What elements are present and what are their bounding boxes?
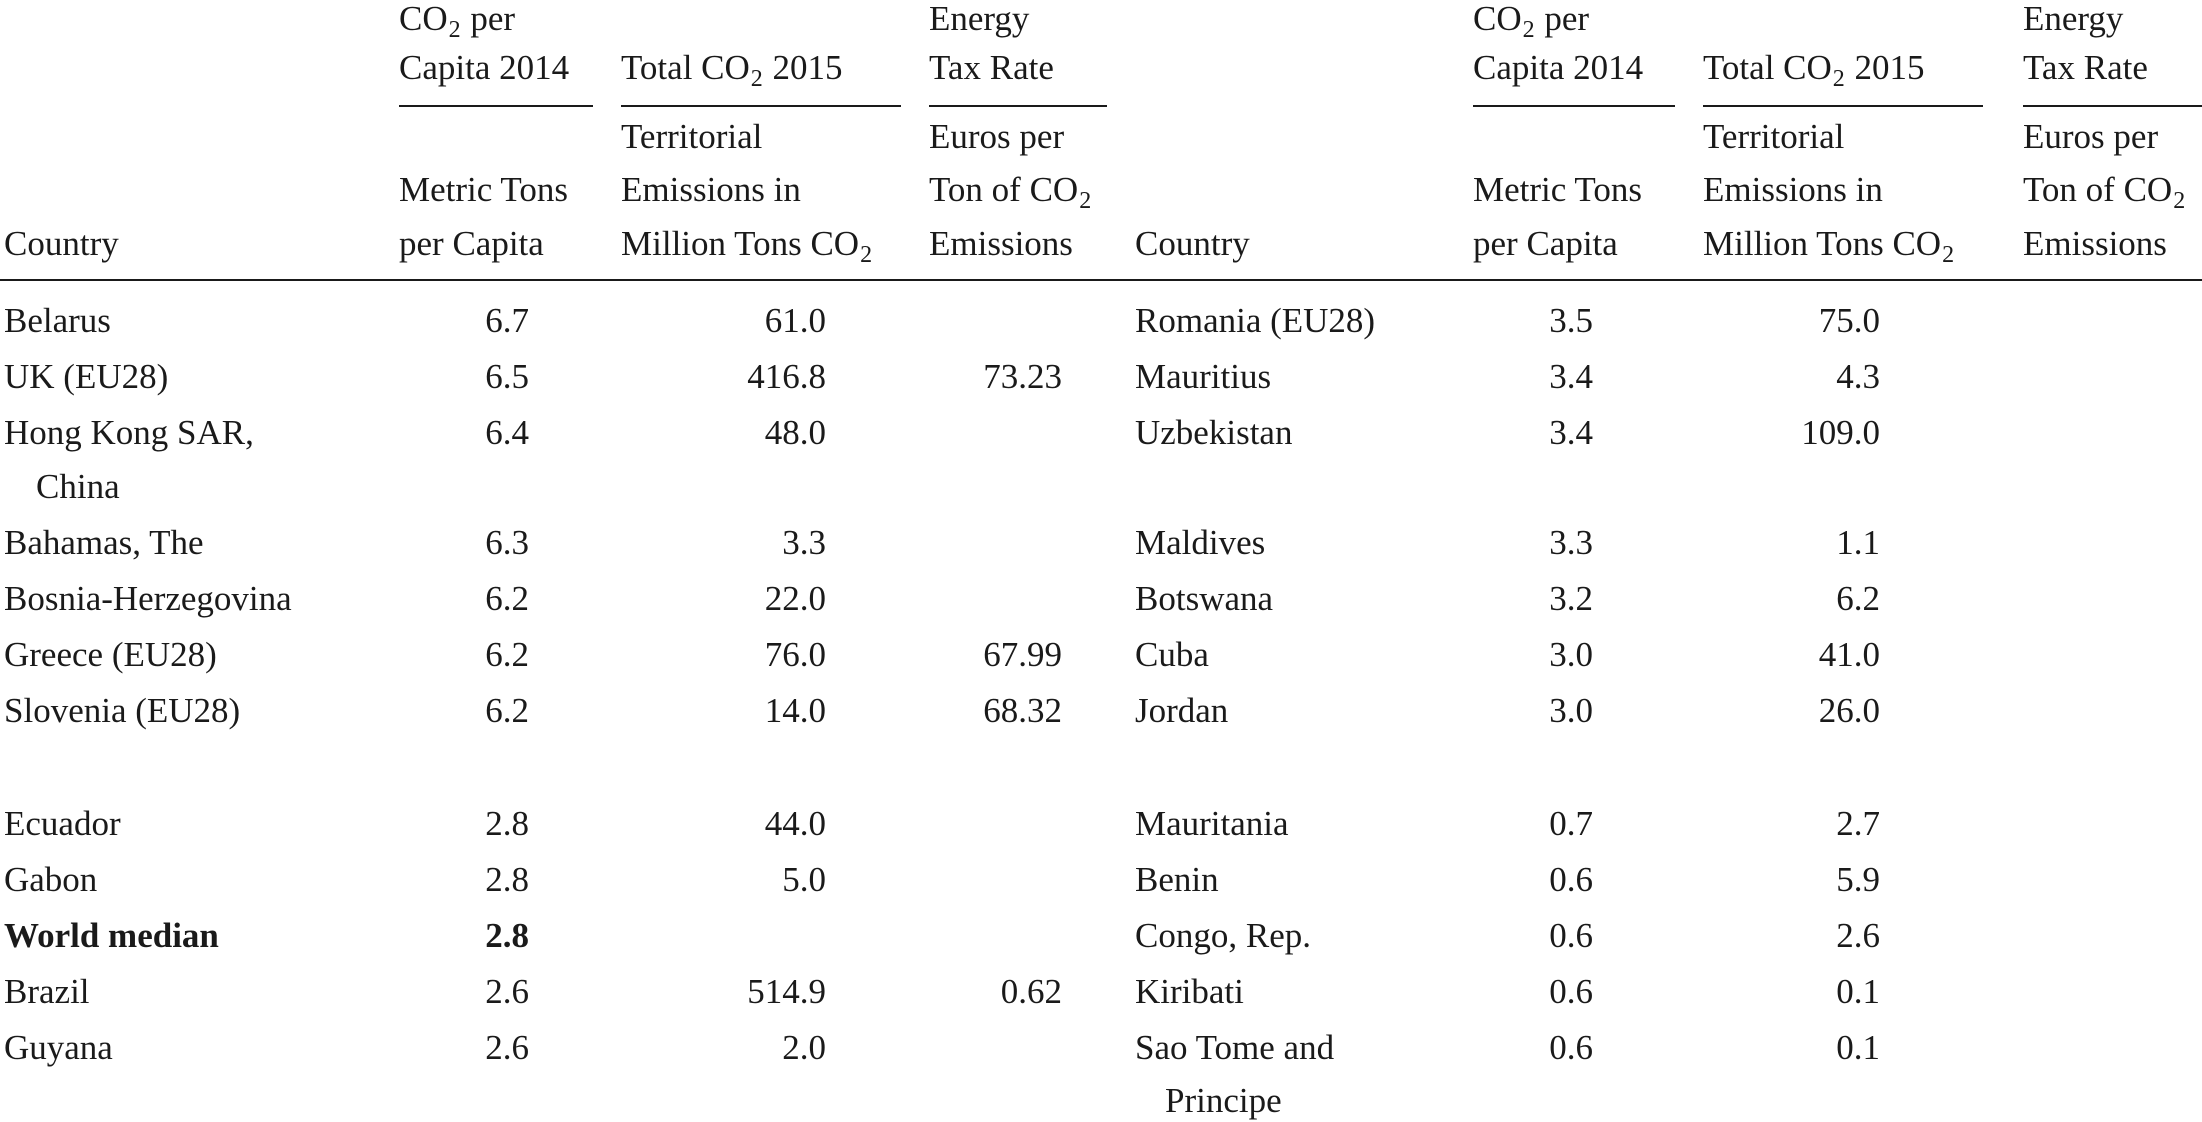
right-header-total-co2: Total $CO_2$ 2015 xyxy=(1703,48,1925,92)
right-row-country: Jordan xyxy=(1135,691,1229,730)
left-row-co2: 2.8 xyxy=(485,860,529,899)
right-header-co2-capita-unit1: Metric Tons xyxy=(1473,170,1642,209)
right-header-energy-tax-unit3: Emissions xyxy=(2023,224,2167,263)
left-header-energy-tax-unit2: Ton of $CO_2$ xyxy=(929,170,1092,214)
right-header-energy-tax-unit1: Euros per xyxy=(2023,117,2159,156)
right-row-total: 1.1 xyxy=(1836,523,1880,562)
left-row-country: Gabon xyxy=(4,860,98,899)
world-median-co2: 2.8 xyxy=(485,916,529,955)
right-row-total: 6.2 xyxy=(1836,579,1880,618)
right-header-total-co2-unit3: Million Tons $CO_2$ xyxy=(1703,224,1955,268)
right-row-co2: 0.7 xyxy=(1549,804,1593,843)
left-header-co2-capita-unit1: Metric Tons xyxy=(399,170,568,209)
right-row-co2: 3.4 xyxy=(1549,413,1593,452)
left-row-tax: 73.23 xyxy=(983,357,1062,396)
left-row-country: Brazil xyxy=(4,972,90,1011)
right-row-co2: 0.6 xyxy=(1549,972,1593,1011)
right-row-country: Congo, Rep. xyxy=(1135,916,1311,955)
left-header-total-co2-unit1: Territorial xyxy=(621,117,763,156)
right-row-total: 75.0 xyxy=(1818,301,1880,340)
left-row-total: 14.0 xyxy=(764,691,826,730)
right-header-co2-capita-line1: $CO_2$ per xyxy=(1473,0,1590,43)
right-row-country: Botswana xyxy=(1135,579,1274,618)
right-row-country: Benin xyxy=(1135,860,1219,899)
left-header-co2-capita-line2: Capita 2014 xyxy=(399,48,570,87)
left-row-co2: 6.5 xyxy=(485,357,529,396)
left-row-total: 3.3 xyxy=(782,523,826,562)
right-row-country: Sao Tome and xyxy=(1135,1028,1335,1067)
right-row-co2: 3.0 xyxy=(1549,691,1593,730)
right-row-country: Maldives xyxy=(1135,523,1266,562)
right-row-co2: 0.6 xyxy=(1549,860,1593,899)
left-row-co2: 2.8 xyxy=(485,804,529,843)
left-row-total: 514.9 xyxy=(747,972,826,1011)
right-header-co2-capita-unit2: per Capita xyxy=(1473,224,1618,263)
left-row-co2: 6.4 xyxy=(485,413,529,452)
left-row-country: Belarus xyxy=(4,301,111,340)
left-row-co2: 6.2 xyxy=(485,579,529,618)
right-row-total: 4.3 xyxy=(1836,357,1880,396)
left-row-tax: 68.32 xyxy=(983,691,1062,730)
right-header-energy-tax-rule xyxy=(2023,105,2202,107)
right-row-co2: 0.6 xyxy=(1549,916,1593,955)
left-row-country: Slovenia (EU28) xyxy=(4,691,241,730)
right-header-total-co2-unit2: Emissions in xyxy=(1703,170,1883,209)
right-row-co2: 3.5 xyxy=(1549,301,1593,340)
left-row-total: 22.0 xyxy=(764,579,826,618)
left-row-co2: 6.7 xyxy=(485,301,529,340)
left-row-co2: 6.2 xyxy=(485,635,529,674)
right-row-country: Mauritania xyxy=(1135,804,1289,843)
header-rule xyxy=(0,279,2202,281)
right-row-country-continuation: Principe xyxy=(1165,1081,1282,1120)
left-row-tax: 67.99 xyxy=(983,635,1062,674)
left-row-country-continuation: China xyxy=(36,467,120,506)
left-header-co2-capita-line1: $CO_2$ per xyxy=(399,0,516,43)
right-row-country: Cuba xyxy=(1135,635,1209,674)
right-row-co2: 0.6 xyxy=(1549,1028,1593,1067)
right-row-total: 41.0 xyxy=(1818,635,1880,674)
right-header-total-co2-unit1: Territorial xyxy=(1703,117,1845,156)
right-row-country: Kiribati xyxy=(1135,972,1244,1011)
left-header-total-co2-unit2: Emissions in xyxy=(621,170,801,209)
right-row-total: 109.0 xyxy=(1801,413,1880,452)
left-header-energy-tax-line1: Energy xyxy=(929,0,1030,38)
right-header-total-co2-rule xyxy=(1703,105,1983,107)
left-row-country: Hong Kong SAR, xyxy=(4,413,254,452)
right-row-co2: 3.3 xyxy=(1549,523,1593,562)
right-header-energy-tax-line1: Energy xyxy=(2023,0,2124,38)
left-row-total: 48.0 xyxy=(764,413,826,452)
right-header-co2-capita-line2: Capita 2014 xyxy=(1473,48,1644,87)
left-row-country: UK (EU28) xyxy=(4,357,169,396)
left-row-total: 76.0 xyxy=(764,635,826,674)
right-row-co2: 3.2 xyxy=(1549,579,1593,618)
world-median-label: World median xyxy=(4,916,219,955)
left-row-total: 44.0 xyxy=(764,804,826,843)
left-row-tax: 0.62 xyxy=(1000,972,1062,1011)
right-row-country: Romania (EU28) xyxy=(1135,301,1376,340)
right-row-total: 2.6 xyxy=(1836,916,1880,955)
right-row-co2: 3.0 xyxy=(1549,635,1593,674)
right-row-country: Uzbekistan xyxy=(1135,413,1293,452)
left-row-country: Ecuador xyxy=(4,804,121,843)
right-row-total: 0.1 xyxy=(1836,972,1880,1011)
left-header-total-co2-unit3: Million Tons $CO_2$ xyxy=(621,224,873,268)
right-row-total: 2.7 xyxy=(1836,804,1880,843)
right-row-co2: 3.4 xyxy=(1549,357,1593,396)
left-row-co2: 6.3 xyxy=(485,523,529,562)
left-row-total: 416.8 xyxy=(747,357,826,396)
left-row-total: 5.0 xyxy=(782,860,826,899)
left-row-total: 2.0 xyxy=(782,1028,826,1067)
left-header-total-co2: Total $CO_2$ 2015 xyxy=(621,48,843,92)
right-row-total: 5.9 xyxy=(1836,860,1880,899)
left-header-country: Country xyxy=(4,224,119,263)
right-row-total: 0.1 xyxy=(1836,1028,1880,1067)
left-header-co2-capita-rule xyxy=(399,105,593,107)
right-header-country: Country xyxy=(1135,224,1250,263)
right-row-total: 26.0 xyxy=(1818,691,1880,730)
left-row-country: Bahamas, The xyxy=(4,523,204,562)
right-header-co2-capita-rule xyxy=(1473,105,1675,107)
left-row-co2: 2.6 xyxy=(485,1028,529,1067)
right-header-energy-tax-line2: Tax Rate xyxy=(2023,48,2148,87)
left-header-energy-tax-unit1: Euros per xyxy=(929,117,1065,156)
left-header-energy-tax-line2: Tax Rate xyxy=(929,48,1054,87)
left-row-country: Bosnia-Herzegovina xyxy=(4,579,292,618)
left-row-co2: 2.6 xyxy=(485,972,529,1011)
left-header-energy-tax-rule xyxy=(929,105,1107,107)
left-row-country: Greece (EU28) xyxy=(4,635,217,674)
left-header-total-co2-rule xyxy=(621,105,901,107)
right-header-energy-tax-unit2: Ton of $CO_2$ xyxy=(2023,170,2186,214)
left-row-country: Guyana xyxy=(4,1028,113,1067)
left-row-co2: 6.2 xyxy=(485,691,529,730)
left-row-total: 61.0 xyxy=(764,301,826,340)
left-header-co2-capita-unit2: per Capita xyxy=(399,224,544,263)
left-header-energy-tax-unit3: Emissions xyxy=(929,224,1073,263)
right-row-country: Mauritius xyxy=(1135,357,1272,396)
